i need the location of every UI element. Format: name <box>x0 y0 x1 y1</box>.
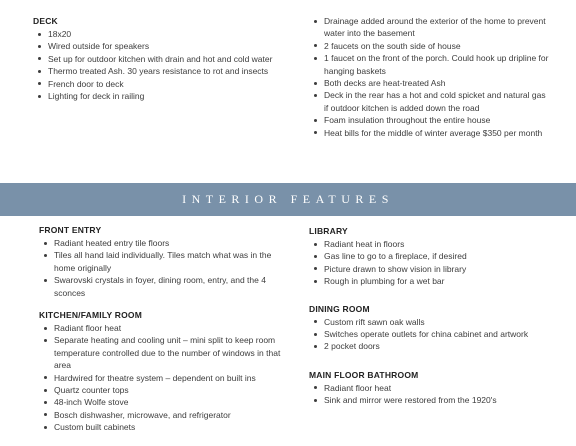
interior-features-banner <box>0 183 576 216</box>
kitchen-heading: KITCHEN/FAMILY ROOM <box>39 310 142 321</box>
list-item: Gas line to go to a fireplace, if desired <box>309 250 549 262</box>
list-item: Both decks are heat-treated Ash <box>309 77 549 89</box>
list-item: Radiant heated entry tile floors <box>39 237 284 249</box>
deck-heading: DECK <box>33 16 58 26</box>
list-item: Deck in the rear has a hot and cold spicket and natural gas if outdoor kitchen is added down the road <box>309 89 549 114</box>
list-item: Thermo treated Ash. 30 years resistance to rot and insects <box>33 65 283 77</box>
deck-section <box>33 15 283 114</box>
dining-heading: DINING ROOM <box>309 303 370 314</box>
list-item: Foam insulation throughout the entire house <box>309 114 549 126</box>
list-item: Tiles all hand laid individually. Tiles match what was in the home originally <box>39 249 284 274</box>
list-item: Bosch dishwasher, microwave, and refrigerator <box>39 409 284 421</box>
front-entry-heading: FRONT ENTRY <box>39 225 102 235</box>
front-entry-list <box>39 237 284 299</box>
bathroom-list <box>309 382 549 407</box>
dining-list <box>309 316 549 353</box>
kitchen-list <box>39 322 284 434</box>
list-item: Drainage added around the exterior of the home to prevent water into the basement <box>309 15 549 40</box>
library-heading: LIBRARY <box>309 226 348 236</box>
list-item: Hardwired for theatre system – dependent on built ins <box>39 372 284 384</box>
list-item: Swarovski crystals in foyer, dining room, entry, and the 4 sconces <box>39 274 284 299</box>
list-item: 1 faucet on the front of the porch. Could hook up dripline for hanging baskets <box>309 52 549 77</box>
list-item: 48-inch Wolfe stove <box>39 396 284 408</box>
banner-title: INTERIOR FEATURES <box>182 192 394 206</box>
list-item: Custom built cabinets <box>39 421 284 433</box>
list-item: Radiant floor heat <box>309 382 549 394</box>
list-item: Heat bills for the middle of winter average $350 per month <box>309 127 549 139</box>
list-item: Sink and mirror were restored from the 1920's <box>309 394 549 406</box>
list-item: Set up for outdoor kitchen with drain and hot and cold water <box>33 53 283 65</box>
list-item: 18x20 <box>33 28 283 40</box>
list-item: Switches operate outlets for china cabinet and artwork <box>309 328 549 340</box>
interior-left-column <box>39 224 284 446</box>
deck-list <box>33 28 283 102</box>
exterior-notes-list <box>309 15 549 139</box>
list-item: Rough in plumbing for a wet bar <box>309 275 549 287</box>
list-item: 2 faucets on the south side of house <box>309 40 549 52</box>
exterior-notes-section <box>309 15 549 151</box>
list-item: Picture drawn to show vision in library <box>309 263 549 275</box>
list-item: 2 pocket doors <box>309 340 549 352</box>
list-item: Quartz counter tops <box>39 384 284 396</box>
interior-right-column <box>309 224 549 419</box>
list-item: Radiant heat in floors <box>309 238 549 250</box>
list-item: Lighting for deck in railing <box>33 90 283 102</box>
list-item: French door to deck <box>33 78 283 90</box>
list-item: Radiant floor heat <box>39 322 284 334</box>
list-item: Custom rift sawn oak walls <box>309 316 549 328</box>
library-list <box>309 238 549 288</box>
list-item: Wired outside for speakers <box>33 40 283 52</box>
list-item: Separate heating and cooling unit – mini split to keep room temperature controlled due to the number of windows in that area <box>39 334 284 371</box>
bathroom-heading: MAIN FLOOR BATHROOM <box>309 369 419 380</box>
